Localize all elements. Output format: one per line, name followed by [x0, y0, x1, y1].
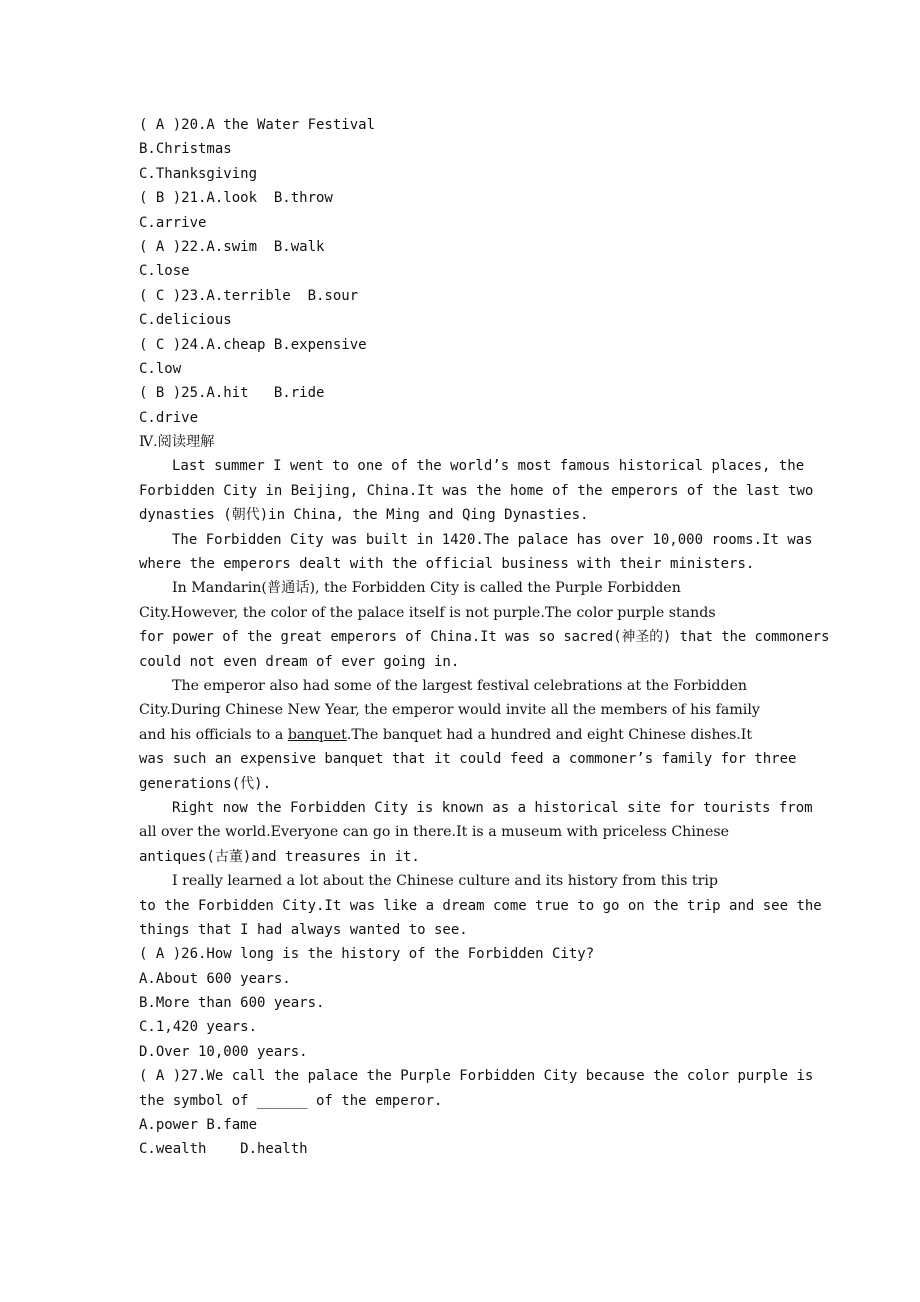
section-title: Ⅳ.阅读理解 — [139, 434, 215, 451]
passage-line: The Forbidden City was built in 1420.The palace has over 10,000 rooms.It was — [172, 531, 813, 548]
option-line: A.About 600 years. — [139, 970, 291, 987]
option-line: C.Thanksgiving — [139, 165, 258, 182]
option-line: A.power B.fame — [139, 1117, 258, 1134]
passage-line: could not even dream of ever going in. — [139, 653, 460, 670]
question-23: ( C )23.A.terrible B.sour — [139, 287, 359, 304]
passage-line: to the Forbidden City.It was like a dream come true to go on the trip and see the — [139, 897, 822, 914]
passage-text: and his officials to a — [139, 726, 288, 743]
option-line: C.drive — [139, 409, 199, 426]
passage-line: I really learned a lot about the Chinese culture and its history from this trip — [172, 873, 719, 890]
question-27-cont: the symbol of ______ of the emperor. — [139, 1092, 443, 1109]
paragraph-5 — [139, 796, 829, 869]
questions-bottom — [139, 942, 829, 1162]
question-27: ( A )27.We call the palace the Purple Forbidden City because the color purple is — [139, 1068, 814, 1085]
passage-line: antiques(古董)and treasures in it. — [139, 848, 420, 865]
option-line: D.Over 10,000 years. — [139, 1043, 308, 1060]
passage-line: Right now the Forbidden City is known as a historical site for tourists from — [172, 799, 813, 816]
question-26: ( A )26.How long is the history of the Forbidden City? — [139, 946, 595, 963]
passage-line: things that I had always wanted to see. — [139, 921, 468, 938]
passage-line: all over the world.Everyone can go in there.It is a museum with priceless Chinese — [139, 824, 730, 841]
paragraph-6 — [139, 869, 829, 942]
option-line: C.wealth D.health — [139, 1141, 308, 1158]
question-25: ( B )25.A.hit B.ride — [139, 385, 325, 402]
passage-line: In Mandarin(普通话), the Forbidden City is called the Purple Forbidden — [172, 580, 681, 597]
underlined-word-banquet: banquet — [287, 726, 347, 743]
passage-line: for power of the great emperors of China.It was so sacred(神圣的) that the commoners — [139, 629, 830, 646]
passage-line: Forbidden City in Beijing, China.It was the home of the emperors of the last two — [139, 482, 814, 499]
passage-line: City.During Chinese New Year, the emperor would invite all the members of his family — [139, 702, 760, 719]
passage-line: Last summer I went to one of the world’s most famous historical places, the — [172, 458, 805, 475]
option-line: C.delicious — [139, 312, 232, 329]
paragraph-1 — [139, 454, 829, 527]
question-20: ( A )20.A the Water Festival — [139, 117, 376, 133]
option-line: C.low — [139, 360, 182, 377]
option-line: C.1,420 years. — [139, 1019, 258, 1036]
passage-line — [139, 723, 829, 747]
passage-line: City.However, the color of the palace itself is not purple.The color purple stands — [139, 604, 716, 621]
questions-top — [139, 113, 829, 430]
passage-line: The emperor also had some of the largest festival celebrations at the Forbidden — [172, 677, 748, 694]
question-24: ( C )24.A.cheap B.expensive — [139, 336, 367, 353]
reading-passage — [139, 454, 829, 942]
passage-line: where the emperors dealt with the official business with their ministers. — [139, 556, 755, 573]
paragraph-4 — [139, 674, 829, 796]
question-22: ( A )22.A.swim B.walk — [139, 238, 325, 255]
passage-line: dynasties (朝代)in China, the Ming and Qing Dynasties. — [139, 507, 589, 524]
question-21: ( B )21.A.look B.throw — [139, 190, 333, 207]
paragraph-2 — [139, 528, 829, 577]
worksheet-page — [139, 113, 829, 1162]
option-line: B.Christmas — [139, 141, 232, 158]
passage-text: .The banquet had a hundred and eight Chinese dishes.It — [346, 726, 753, 743]
option-line: B.More than 600 years. — [139, 995, 325, 1012]
paragraph-3 — [139, 576, 829, 674]
option-line: C.lose — [139, 263, 190, 280]
passage-line: generations(代). — [139, 775, 272, 792]
option-line: C.arrive — [139, 214, 207, 231]
passage-line: was such an expensive banquet that it could feed a commoner’s family for three — [139, 751, 797, 768]
